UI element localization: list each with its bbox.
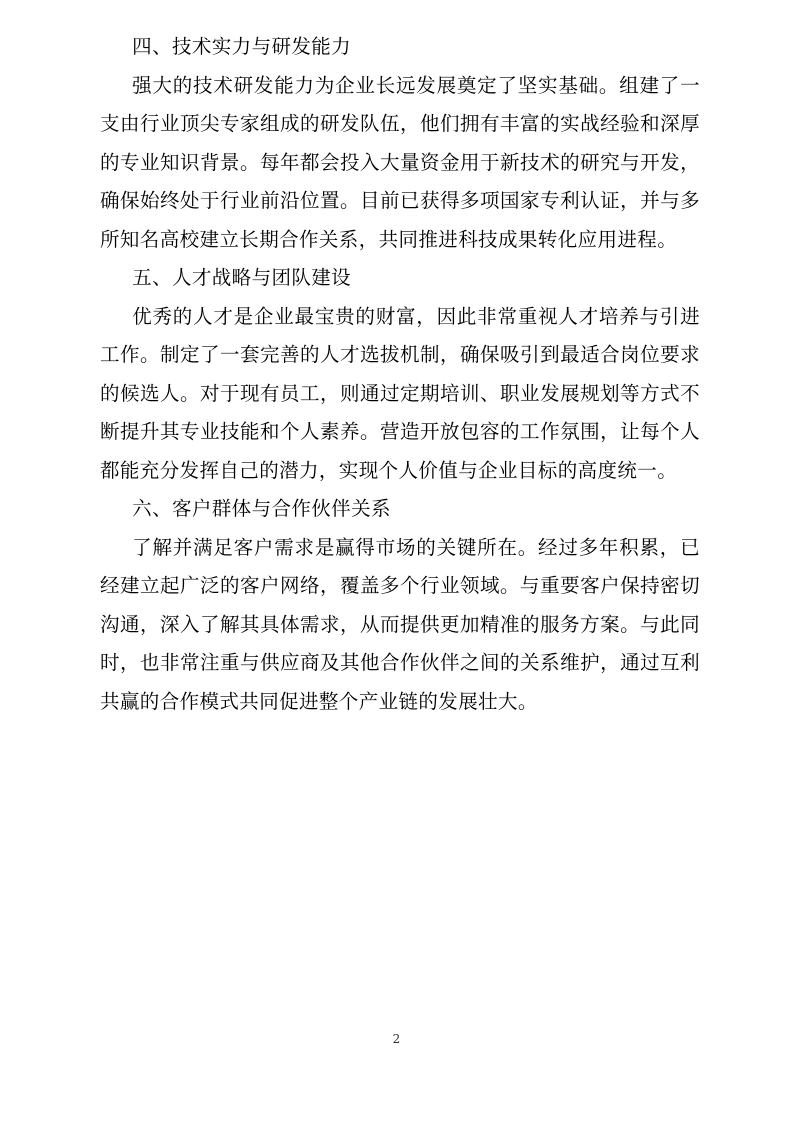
document-body — [100, 28, 700, 721]
section-paragraph-customers: 了解并满足客户需求是赢得市场的关键所在。经过多年积累，已经建立起广泛的客户网络，覆盖多个行业领域。与重要客户保持密切沟通，深入了解其具体需求，从而提供更加精准的服务方案。与此同时，也非常注重与供应商及其他合作伙伴之间的关系维护，通过互利共赢的合作模式共同促进整个产业链的发展壮大。 — [100, 535, 700, 713]
section-heading-tech: 四、技术实力与研发能力 — [132, 35, 352, 58]
section-heading-customers: 六、客户群体与合作伙伴关系 — [132, 497, 391, 520]
section-paragraph-talent: 优秀的人才是企业最宝贵的财富，因此非常重视人才培养与引进工作。制定了一套完善的人才选拔机制，确保吸引到最适合岗位要求的候选人。对于现有员工，则通过定期培训、职业发展规划等方式不断提升其专业技能和个人素养。营造开放包容的工作氛围，让每个人都能充分发挥自己的潜力，实现个人价值与企业目标的高度统一。 — [100, 304, 700, 482]
page-number: 2 — [392, 1032, 401, 1046]
section-paragraph-tech: 强大的技术研发能力为企业长远发展奠定了坚实基础。组建了一支由行业顶尖专家组成的研发队伍，他们拥有丰富的实战经验和深厚的专业知识背景。每年都会投入大量资金用于新技术的研究与开发，确保始终处于行业前沿位置。目前已获得多项国家专利认证，并与多所知名高校建立长期合作关系，共同推进科技成果转化应用进程。 — [100, 73, 700, 251]
section-heading-talent: 五、人才战略与团队建设 — [132, 266, 352, 289]
